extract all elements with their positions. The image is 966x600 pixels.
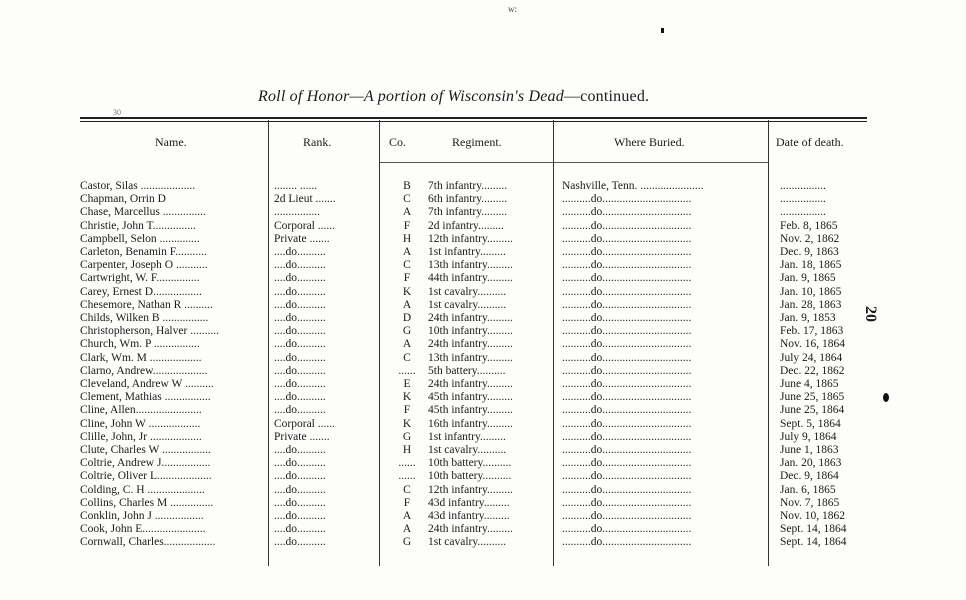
cell-regiment: 1st infantry......... <box>428 246 506 259</box>
table-row <box>80 510 866 523</box>
table-row <box>80 444 866 457</box>
cell-regiment: 1st cavalry.......... <box>428 298 507 311</box>
cell-rank: ....do.......... <box>274 351 326 364</box>
cell-co: B <box>403 180 411 192</box>
cell-buried: ..........do............................... <box>562 259 692 272</box>
table-row <box>80 312 866 325</box>
cell-rank: ....do.......... <box>274 246 326 259</box>
cell-name: Clarno, Andrew................... <box>80 364 208 377</box>
cell-name: Colding, C. H .................... <box>80 483 205 496</box>
table-row <box>80 536 866 549</box>
cell-buried: ..........do............................... <box>562 219 692 232</box>
cell-regiment: 24th infantry......... <box>428 523 513 536</box>
margin-mark: 30 <box>113 108 121 117</box>
cell-rank: ....do.......... <box>274 378 326 391</box>
cell-date: Dec. 9, 1864 <box>780 470 839 483</box>
cell-rank: ................ <box>274 206 320 219</box>
header-name: Name. <box>155 135 187 149</box>
table-row <box>80 431 866 444</box>
cell-date: June 25, 1865 <box>780 391 845 404</box>
cell-buried: ..........do............................... <box>562 312 692 325</box>
cell-regiment: 45th infantry......... <box>428 391 513 404</box>
cell-name: Cornwall, Charles.................. <box>80 536 216 549</box>
cell-co: H <box>402 444 412 457</box>
cell-buried: ..........do............................... <box>562 325 692 338</box>
cell-name: Christopherson, Halver .......... <box>80 325 219 338</box>
cell-name: Coltrie, Andrew J................. <box>80 457 211 470</box>
cell-rank: ....do.......... <box>274 457 326 470</box>
cell-date: Feb. 8, 1865 <box>780 219 838 232</box>
cell-regiment: 10th infantry......... <box>428 325 513 338</box>
cell-date: Jan. 18, 1865 <box>780 259 842 272</box>
cell-date: July 24, 1864 <box>780 351 843 364</box>
cell-buried: ..........do............................... <box>562 364 692 377</box>
cell-rank: ....do.......... <box>274 510 326 523</box>
ink-mark <box>661 28 664 33</box>
cell-buried: ..........do............................... <box>562 391 692 404</box>
roll-table <box>80 180 866 550</box>
table-row <box>80 391 866 404</box>
cell-co: A <box>402 246 412 259</box>
cell-regiment: 1st infantry......... <box>428 430 506 443</box>
cell-name: Cline, John W .................. <box>80 417 201 430</box>
cell-name: Carleton, Benamin F........... <box>80 246 207 259</box>
cell-regiment: 24th infantry......... <box>428 312 513 325</box>
cell-name: Coltrie, Oliver L................... <box>80 470 212 483</box>
cell-regiment: 5th battery.......... <box>428 364 506 377</box>
cell-buried: ..........do............................... <box>562 496 692 509</box>
table-row <box>80 418 866 431</box>
cell-name: Chapman, Orrin D <box>80 193 166 206</box>
cell-regiment: 2d infantry......... <box>428 219 504 232</box>
cell-name: Clille, John, Jr .................. <box>80 430 202 443</box>
cell-regiment: 10th battery.......... <box>428 457 512 470</box>
page-title <box>258 88 649 106</box>
cell-date: June 1, 1863 <box>780 444 839 457</box>
cell-co: G <box>402 430 412 443</box>
cell-rank: ....do.......... <box>274 404 326 417</box>
cell-regiment: 1st cavalry.......... <box>428 285 507 298</box>
cell-co: K <box>402 391 412 404</box>
cell-rank: Corporal ...... <box>274 219 336 232</box>
cell-co: A <box>402 298 412 311</box>
top-rule-thin <box>80 121 867 122</box>
cell-co: ...... <box>398 457 416 470</box>
ink-blot <box>883 393 889 402</box>
cell-co: C <box>403 259 411 272</box>
cell-name: Campbell, Selon .............. <box>80 232 200 245</box>
table-row <box>80 523 866 536</box>
table-row <box>80 286 866 299</box>
cell-rank: ....do.......... <box>274 444 326 457</box>
header-underline <box>554 162 768 163</box>
cell-name: Childs, Wilken B ................ <box>80 312 209 325</box>
cell-co: A <box>402 206 412 219</box>
table-row <box>80 299 866 312</box>
cell-regiment: 6th infantry......... <box>428 193 508 206</box>
cell-co: F <box>403 219 411 232</box>
table-row <box>80 352 866 365</box>
table-row <box>80 497 866 510</box>
cell-co: G <box>402 536 412 549</box>
cell-buried: ..........do............................... <box>562 457 692 470</box>
cell-buried: ..........do............................... <box>562 483 692 496</box>
cell-co: ...... <box>398 470 416 483</box>
header-date-of-death: Date of death. <box>776 135 844 149</box>
table-row <box>80 325 866 338</box>
table-row <box>80 404 866 417</box>
cell-date: Nov. 16, 1864 <box>780 338 846 351</box>
cell-buried: ..........do............................... <box>562 536 692 549</box>
cell-buried: ..........do............................... <box>562 285 692 298</box>
cell-name: Conklin, John J ................. <box>80 510 204 523</box>
cell-regiment: 45th infantry......... <box>428 404 513 417</box>
cell-name: Chase, Marcellus ............... <box>80 206 206 219</box>
cell-co: K <box>402 285 412 298</box>
cell-regiment: 1st cavalry.......... <box>428 444 507 457</box>
table-row <box>80 259 866 272</box>
cell-date: Jan. 10, 1865 <box>780 285 842 298</box>
header-underline <box>380 162 553 163</box>
cell-co: A <box>402 338 412 351</box>
cell-rank: ....do.......... <box>274 338 326 351</box>
cell-co: A <box>402 510 412 523</box>
cell-rank: Corporal ...... <box>274 417 336 430</box>
cell-name: Clark, Wm. M .................. <box>80 351 202 364</box>
cell-name: Collins, Charles M ............... <box>80 496 214 509</box>
title-main: Roll of Honor—A portion of Wisconsin's Dead <box>258 88 564 105</box>
cell-date: Jan. 6, 1865 <box>780 483 836 496</box>
cell-date: Dec. 22, 1862 <box>780 364 845 377</box>
table-row <box>80 272 866 285</box>
cell-buried: ..........do............................... <box>562 470 692 483</box>
cell-rank: ....do.......... <box>274 470 326 483</box>
cell-rank: ....do.......... <box>274 259 326 272</box>
cell-rank: ....do.......... <box>274 364 326 377</box>
cell-co: C <box>403 483 411 496</box>
cell-regiment: 24th infantry......... <box>428 338 513 351</box>
cell-buried: ..........do............................... <box>562 417 692 430</box>
cell-regiment: 13th infantry......... <box>428 259 513 272</box>
cell-rank: 2d Lieut ....... <box>274 193 336 206</box>
cell-regiment: 12th infantry......... <box>428 232 513 245</box>
table-row <box>80 457 866 470</box>
top-mark: w: <box>508 4 517 14</box>
cell-regiment: 43d infantry......... <box>428 510 510 523</box>
cell-date: Dec. 9, 1863 <box>780 246 839 259</box>
cell-co: C <box>403 193 411 206</box>
cell-date: Sept. 14, 1864 <box>780 536 847 549</box>
cell-date: Nov. 2, 1862 <box>780 232 840 245</box>
cell-rank: ....do.......... <box>274 483 326 496</box>
cell-name: Cline, Allen....................... <box>80 404 202 417</box>
cell-buried: ..........do............................... <box>562 430 692 443</box>
cell-co: D <box>402 312 412 325</box>
cell-rank: ........ ...... <box>274 180 318 192</box>
cell-regiment: 7th infantry......... <box>428 180 508 192</box>
cell-date: Feb. 17, 1863 <box>780 325 844 338</box>
table-row <box>80 220 866 233</box>
cell-rank: ....do.......... <box>274 312 326 325</box>
cell-name: Church, Wm. P ................ <box>80 338 200 351</box>
cell-date: Nov. 10, 1862 <box>780 510 846 523</box>
table-row <box>80 365 866 378</box>
cell-buried: ..........do............................... <box>562 404 692 417</box>
cell-date: June 4, 1865 <box>780 378 839 391</box>
cell-date: Jan. 9, 1865 <box>780 272 836 285</box>
cell-rank: Private ....... <box>274 232 330 245</box>
cell-buried: Nashville, Tenn. ...................... <box>562 180 704 192</box>
cell-name: Christie, John T............... <box>80 219 196 232</box>
cell-rank: ....do.......... <box>274 325 326 338</box>
cell-regiment: 1st cavalry.......... <box>428 536 507 549</box>
cell-co: C <box>403 351 411 364</box>
cell-co: K <box>402 417 412 430</box>
cell-co: A <box>402 523 412 536</box>
cell-buried: ..........do............................... <box>562 510 692 523</box>
cell-date: Jan. 9, 1853 <box>780 312 836 325</box>
page-number: 20 <box>862 306 879 322</box>
cell-name: Castor, Silas ................... <box>80 180 196 192</box>
cell-date: ................ <box>780 180 826 192</box>
table-row <box>80 206 866 219</box>
cell-date: Sept. 14, 1864 <box>780 523 847 536</box>
cell-buried: ..........do............................... <box>562 272 692 285</box>
cell-name: Clute, Charles W ................. <box>80 444 211 457</box>
cell-date: June 25, 1864 <box>780 404 845 417</box>
table-row <box>80 338 866 351</box>
cell-date: Sept. 5, 1864 <box>780 417 841 430</box>
cell-rank: ....do.......... <box>274 272 326 285</box>
cell-date: Jan. 28, 1863 <box>780 298 842 311</box>
cell-date: July 9, 1864 <box>780 430 837 443</box>
cell-date: ................ <box>780 193 826 206</box>
cell-co: F <box>403 272 411 285</box>
header-regiment: Regiment. <box>452 135 502 149</box>
top-rule-thick <box>80 117 867 119</box>
cell-co: F <box>403 404 411 417</box>
cell-date: Jan. 20, 1863 <box>780 457 842 470</box>
cell-regiment: 7th infantry......... <box>428 206 508 219</box>
table-row <box>80 233 866 246</box>
cell-co: F <box>403 496 411 509</box>
cell-buried: ..........do............................... <box>562 298 692 311</box>
cell-buried: ..........do............................... <box>562 338 692 351</box>
cell-rank: ....do.......... <box>274 523 326 536</box>
header-co: Co. <box>389 135 407 149</box>
cell-co: G <box>402 325 412 338</box>
table-row <box>80 193 866 206</box>
cell-buried: ..........do............................... <box>562 523 692 536</box>
cell-buried: ..........do............................... <box>562 193 692 206</box>
cell-rank: ....do.......... <box>274 536 326 549</box>
cell-buried: ..........do............................... <box>562 206 692 219</box>
cell-name: Chesemore, Nathan R .......... <box>80 298 213 311</box>
cell-date: Nov. 7, 1865 <box>780 496 840 509</box>
cell-rank: ....do.......... <box>274 391 326 404</box>
cell-regiment: 44th infantry......... <box>428 272 513 285</box>
cell-regiment: 12th infantry......... <box>428 483 513 496</box>
cell-buried: ..........do............................... <box>562 378 692 391</box>
cell-buried: ..........do............................... <box>562 444 692 457</box>
cell-rank: Private ....... <box>274 430 330 443</box>
cell-rank: ....do.......... <box>274 285 326 298</box>
cell-co: H <box>402 232 412 245</box>
cell-date: ................ <box>780 206 826 219</box>
table-row <box>80 470 866 483</box>
cell-regiment: 13th infantry......... <box>428 351 513 364</box>
cell-regiment: 10th battery.......... <box>428 470 512 483</box>
cell-name: Cook, John E...................... <box>80 523 206 536</box>
header-rank: Rank. <box>303 135 332 149</box>
cell-regiment: 24th infantry......... <box>428 378 513 391</box>
cell-rank: ....do.......... <box>274 298 326 311</box>
cell-buried: ..........do............................... <box>562 246 692 259</box>
cell-name: Carey, Ernest D................. <box>80 285 202 298</box>
cell-co: ...... <box>398 364 416 377</box>
cell-co: E <box>403 378 411 391</box>
table-row <box>80 180 866 193</box>
cell-name: Cartwright, W. F............... <box>80 272 200 285</box>
title-suffix: —continued. <box>563 88 650 105</box>
cell-rank: ....do.......... <box>274 496 326 509</box>
cell-regiment: 16th infantry......... <box>428 417 513 430</box>
cell-name: Clement, Mathias ................ <box>80 391 211 404</box>
cell-name: Cleveland, Andrew W .......... <box>80 378 214 391</box>
table-row <box>80 246 866 259</box>
header-where-buried: Where Buried. <box>614 135 685 149</box>
table-row <box>80 484 866 497</box>
cell-name: Carpenter, Joseph O ........... <box>80 259 208 272</box>
cell-buried: ..........do............................... <box>562 351 692 364</box>
table-row <box>80 378 866 391</box>
cell-regiment: 43d infantry......... <box>428 496 510 509</box>
cell-buried: ..........do............................... <box>562 232 692 245</box>
